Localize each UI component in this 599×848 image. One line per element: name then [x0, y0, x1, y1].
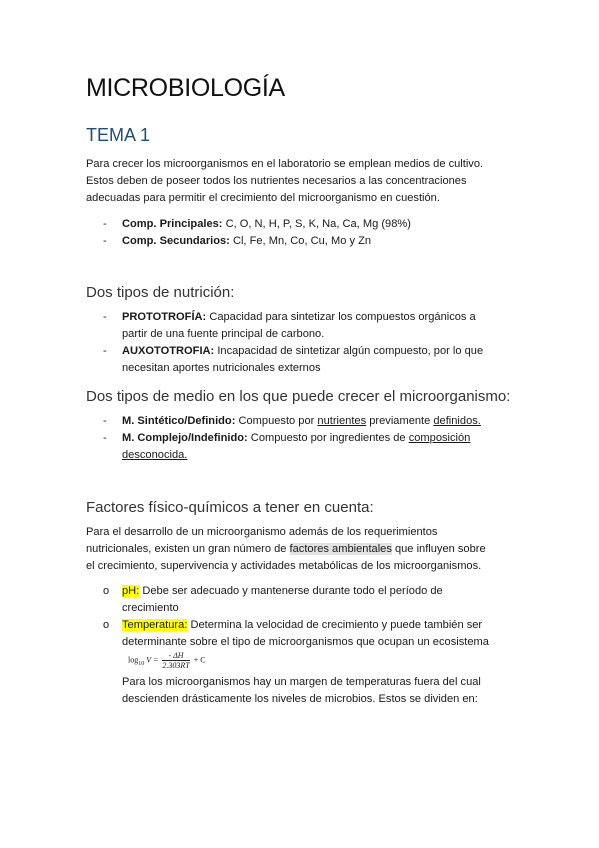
item-label: M. Sintético/Definido:	[122, 415, 236, 427]
item-text: necesitan aportes nutricionales externos	[122, 362, 321, 374]
item-label: PROTOTROFÍA:	[122, 311, 207, 323]
underlined-term: composición	[408, 432, 471, 444]
item-text: crecimiento	[122, 602, 179, 614]
formula-numerator: - ΔH	[162, 651, 189, 661]
section-heading-tema: TEMA 1	[86, 125, 151, 145]
underlined-term: desconocida.	[122, 449, 188, 461]
item-text: descienden drásticamente los niveles de microbios. Estos se dividen en:	[122, 693, 478, 705]
paragraph-line: Para el desarrollo de un microorganismo además de los requerimientos	[86, 526, 438, 538]
dash-bullet: -	[103, 218, 107, 230]
dash-bullet: -	[103, 235, 107, 247]
item-text: Compuesto por	[235, 415, 318, 427]
highlighted-term: factores ambientales	[289, 543, 392, 555]
document-title: MICROBIOLOGÍA	[86, 74, 285, 102]
item-text: Determina la velocidad de crecimiento y puede también ser	[187, 619, 483, 631]
highlighted-label: Temperatura:	[122, 619, 188, 631]
dash-bullet: -	[103, 415, 107, 427]
factores-paragraph	[86, 524, 516, 575]
intro-line: Estos deben de poseer todos los nutrientes necesarios a las concentraciones	[86, 175, 467, 187]
formula-log: log	[128, 655, 139, 665]
circle-bullet: o	[103, 585, 110, 597]
formula-v: V =	[146, 655, 161, 665]
item-label: Comp. Principales:	[122, 218, 223, 230]
formula-fraction	[162, 651, 189, 670]
paragraph-text: que influyen sobre	[391, 543, 486, 555]
dash-bullet: -	[103, 311, 107, 323]
underlined-term: nutrientes	[317, 415, 367, 427]
dash-bullet: -	[103, 345, 107, 357]
highlighted-label: pH:	[122, 585, 140, 597]
paragraph-text: nutricionales, existen un gran número de	[86, 543, 290, 555]
intro-line: adecuadas para permitir el crecimiento del microorganismo en cuestión.	[86, 192, 440, 204]
paragraph-line: el crecimiento, supervivencia y actividades metabólicas de los microorganismos.	[86, 560, 482, 572]
heading-medio: Dos tipos de medio en los que puede crecer el microorganismo:	[86, 388, 511, 405]
dash-bullet: -	[103, 432, 107, 444]
item-text: C, O, N, H, P, S, K, Na, Ca, Mg (98%)	[222, 218, 411, 230]
item-text: Compuesto por ingredientes de	[247, 432, 409, 444]
item-text: previamente	[366, 415, 434, 427]
heading-factores: Factores físico-químicos a tener en cuenta:	[86, 499, 374, 516]
temperature-formula	[128, 651, 206, 670]
item-text: Capacidad para sintetizar los compuestos orgánicos a	[206, 311, 476, 323]
item-text: Debe ser adecuado y mantenerse durante todo el período de	[139, 585, 443, 597]
formula-denominator: 2.303RT	[162, 661, 190, 670]
item-text: Cl, Fe, Mn, Co, Cu, Mo y Zn	[229, 235, 372, 247]
underlined-term: definidos.	[433, 415, 481, 427]
item-label: AUXOTOTROFIA:	[122, 345, 215, 357]
formula-rhs: + C	[193, 655, 206, 665]
item-text: Para los microorganismos hay un margen de temperaturas fuera del cual	[122, 676, 481, 688]
item-text: Incapacidad de sintetizar algún compuesto, por lo que	[214, 345, 484, 357]
item-label: M. Complejo/Indefinido:	[122, 432, 248, 444]
heading-nutricion: Dos tipos de nutrición:	[86, 284, 235, 301]
formula-sub: 10	[138, 660, 145, 667]
item-text: determinante sobre el tipo de microorganismos que ocupan un ecosistema	[122, 636, 489, 648]
circle-bullet: o	[103, 619, 110, 631]
item-label: Comp. Secundarios:	[122, 235, 230, 247]
item-text: partir de una fuente principal de carbono.	[122, 328, 325, 340]
intro-paragraph	[86, 156, 516, 207]
intro-line: Para crecer los microorganismos en el laboratorio se emplean medios de cultivo.	[86, 158, 484, 170]
